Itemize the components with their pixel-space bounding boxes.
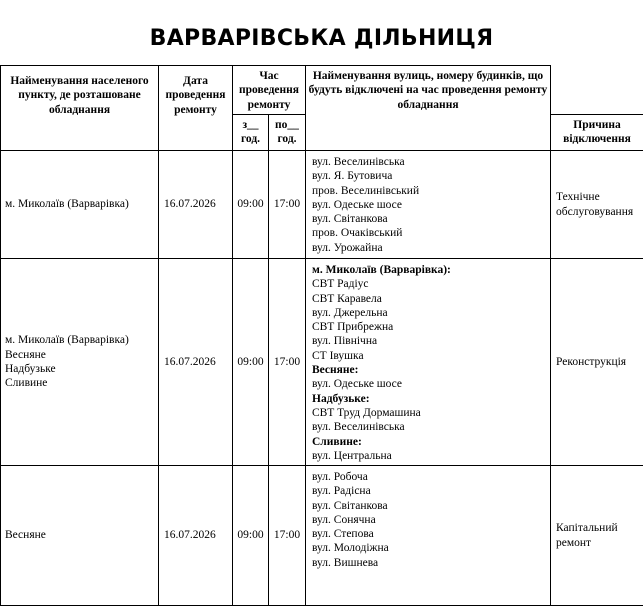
text-line: вул. Я. Бутовича <box>312 169 550 183</box>
date-cell: 16.07.2026 <box>159 259 233 466</box>
header-streets: Найменування вулиць, номеру будинків, що будуть відключені на час проведення ремонту обладнання <box>306 66 551 151</box>
text-line: Надбузьке: <box>312 392 550 406</box>
text-line: СВТ Прибрежна <box>312 320 550 334</box>
text-line: СВТ Радіус <box>312 277 550 291</box>
text-line: Весняне <box>5 348 158 362</box>
text-line: вул. Світанкова <box>312 499 550 513</box>
header-to: по__ год. <box>269 115 306 151</box>
reason-cell <box>551 259 643 466</box>
text-line: вул. Одеське шосе <box>312 377 550 391</box>
text-line: ремонт <box>556 536 643 550</box>
text-line: вул. Центральна <box>312 449 550 463</box>
text-line: вул. Молодіжна <box>312 541 550 555</box>
date-cell: 16.07.2026 <box>159 466 233 606</box>
text-line: вул. Північна <box>312 334 550 348</box>
date-cell: 16.07.2026 <box>159 151 233 259</box>
text-line: Сливине <box>5 376 158 390</box>
header-from: з__ год. <box>233 115 269 151</box>
table-row <box>1 259 643 466</box>
location-cell <box>1 151 159 259</box>
text-line: вул. Веселинівська <box>312 155 550 169</box>
text-line: вул. Веселинівська <box>312 420 550 434</box>
table-row <box>1 466 643 606</box>
text-line: м. Миколаїв (Варварівка) <box>5 333 158 347</box>
text-line: СВТ Каравела <box>312 292 550 306</box>
text-line: СВТ Труд Дормашина <box>312 406 550 420</box>
text-line: пров. Веселинівський <box>312 184 550 198</box>
text-line: вул. Джерельна <box>312 306 550 320</box>
time-from-cell: 09:00 <box>233 259 269 466</box>
time-to-cell: 17:00 <box>269 259 306 466</box>
time-to-cell: 17:00 <box>269 466 306 606</box>
streets-cell <box>306 259 551 466</box>
location-cell <box>1 466 159 606</box>
streets-cell <box>306 466 551 606</box>
text-line: Сливине: <box>312 435 550 449</box>
location-cell <box>1 259 159 466</box>
text-line: вул. Степова <box>312 527 550 541</box>
text-line: вул. Сонячна <box>312 513 550 527</box>
text-line: м. Миколаїв (Варварівка) <box>5 197 158 211</box>
text-line: Капітальний <box>556 521 643 535</box>
text-line: вул. Робоча <box>312 470 550 484</box>
text-line: Технічне <box>556 190 643 204</box>
header-date: Дата проведення ремонту <box>159 66 233 151</box>
text-line: СТ Івушка <box>312 349 550 363</box>
text-line: Весняне: <box>312 363 550 377</box>
time-from-cell: 09:00 <box>233 151 269 259</box>
reason-cell <box>551 151 643 259</box>
time-to-cell: 17:00 <box>269 151 306 259</box>
page-title: ВАРВАРІВСЬКА ДІЛЬНИЦЯ <box>0 26 643 51</box>
header-blank <box>551 66 643 115</box>
header-reason: Причина відключення <box>551 115 643 151</box>
text-line: вул. Вишнева <box>312 556 550 570</box>
text-line: вул. Урожайна <box>312 241 550 255</box>
text-line: Надбузьке <box>5 362 158 376</box>
text-line: м. Миколаїв (Варварівка): <box>312 263 550 277</box>
header-time: Час проведення ремонту <box>233 66 306 115</box>
reason-cell <box>551 466 643 606</box>
table-row <box>1 151 643 259</box>
text-line: Весняне <box>5 528 158 542</box>
text-line: вул. Світанкова <box>312 212 550 226</box>
text-line: вул. Одеське шосе <box>312 198 550 212</box>
text-line: вул. Радісна <box>312 484 550 498</box>
header-location: Найменування населеного пункту, де розташоване обладнання <box>1 66 159 151</box>
text-line: Реконструкція <box>556 355 643 369</box>
outage-table <box>0 65 643 606</box>
text-line: пров. Очаківський <box>312 226 550 240</box>
header-row <box>1 66 643 115</box>
streets-cell <box>306 151 551 259</box>
text-line: обслуговування <box>556 205 643 219</box>
time-from-cell: 09:00 <box>233 466 269 606</box>
